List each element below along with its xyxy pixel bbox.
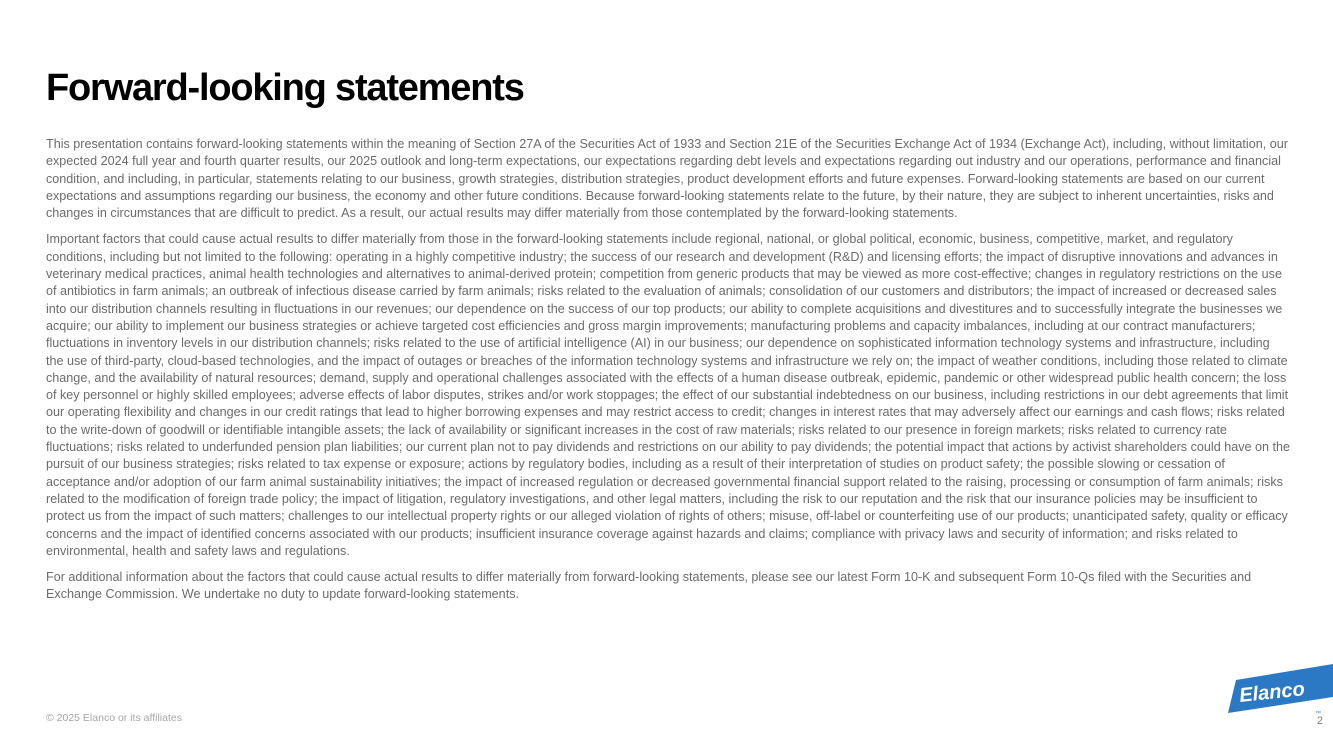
disclaimer-body: [46, 136, 1290, 613]
intro-paragraph: This presentation contains forward-looking statements within the meaning of Section 27A of the Securities Act of 1933 and Section 21E of the Securities Exchange Act of 1934 (Exchange Act), including, without limitation, our expected 2024 full year and fourth quarter results, our 2025 outlook and long-term expectations, our expectations regarding debt levels and expectations regarding out industry and our operations, performance and financial condition, and including, in particular, statements relating to our business, growth strategies, distribution strategies, product development efforts and future expenses. Forward-looking statements are based on our current expectations and assumptions regarding our business, the economy and other future conditions. Because forward-looking statements relate to the future, by their nature, they are subject to inherent uncertainties, risks and changes in circumstances that are difficult to predict. As a result, our actual results may differ materially from those contemplated by the forward-looking statements.: [46, 137, 1288, 221]
page-number: 2: [1316, 715, 1323, 727]
elanco-logo-graphic: [1228, 664, 1333, 716]
logo-wordmark: Elanco: [1238, 678, 1306, 707]
copyright-footer: © 2025 Elanco or its affiliates: [46, 712, 182, 724]
page-title: Forward-looking statements: [46, 67, 524, 109]
additional-info-paragraph: For additional information about the factors that could cause actual results to differ materially from forward-looking statements, please see our latest Form 10-K and subsequent Form 10-Qs filed with the Securities and Exchange Commission. We undertake no duty to update forward-looking statements.: [46, 570, 1252, 602]
elanco-logo: [1228, 664, 1333, 716]
logo-trademark: ™: [1315, 711, 1321, 716]
risk-factors-paragraph: Important factors that could cause actual results to differ materially from those in the forward-looking statements include regional, national, or global political, economic, business, competitive, market, and regulatory conditions, including but not limited to the following: operating in a highly competitive industry; the success of our research and development (R&D) and licensing efforts; the impact of disruptive innovations and advances in veterinary medical practices, animal health technologies and alternatives to animal-derived protein; competition from generic products that may be viewed as more cost-effective; changes in regulatory restrictions on the use of antibiotics in farm animals; an outbreak of infectious disease carried by farm animals; risks related to the evaluation of animals; consolidation of our customers and distributors; the impact of increased or decreased sales into our distribution channels resulting in fluctuations in our revenues; our dependence on the success of our top products; our ability to complete acquisitions and divestitures and to successfully integrate the businesses we acquire; our ability to implement our business strategies or achieve targeted cost efficiencies and gross margin improvements; manufacturing problems and capacity imbalances, including at our contract manufacturers; fluctuations in inventory levels in our distribution channels; risks related to the use of artificial intelligence (AI) in our business; our dependence on sophisticated information technology systems and infrastructure, including the use of third-party, cloud-based technologies, and the impact of outages or breaches of the information technology systems and infrastructure we rely on; the impact of weather conditions, including those related to climate change, and the availability of natural resources; demand, supply and operational challenges associated with the effects of a human disease outbreak, epidemic, pandemic or other widespread public health concern; the loss of key personnel or highly skilled employees; adverse effects of labor disputes, strikes and/or work stoppages; the effect of our substantial indebtedness on our business, including restrictions in our debt agreements that limit our operating flexibility and changes in our credit ratings that lead to higher borrowing expenses and may restrict access to credit; changes in interest rates that may adversely affect our earnings and cash flows; risks related to the write-down of goodwill or identifiable intangible assets; the lack of availability or significant increases in the cost of raw materials; risks related to our presence in foreign markets; risks related to currency rate fluctuations; risks related to underfunded pension plan liabilities; our current plan not to pay dividends and restrictions on our ability to pay dividends; the potential impact that actions by activist shareholders could have on the pursuit of our business strategies; risks related to tax expense or exposure; actions by regulatory bodies, including as a result of their interpretation of studies on product safety; the possible slowing or cessation of acceptance and/or adoption of our farm animal sustainability initiatives; the impact of increased regulation or decreased governmental financial support related to the raising, processing or consumption of farm animals; risks related to the modification of foreign trade policy; the impact of litigation, regulatory investigations, and other legal matters, including the risk to our reputation and the risk that our insurance policies may be insufficient to protect us from the impact of such matters; challenges to our intellectual property rights or our alleged violation of rights of others; misuse, off-label or counterfeiting use of our products; unanticipated safety, quality or efficacy concerns and the impact of identified concerns associated with our products; insufficient insurance coverage against hazards and claims; compliance with privacy laws and security of information; and risks related to environmental, health and safety laws and regulations.: [46, 232, 1291, 558]
